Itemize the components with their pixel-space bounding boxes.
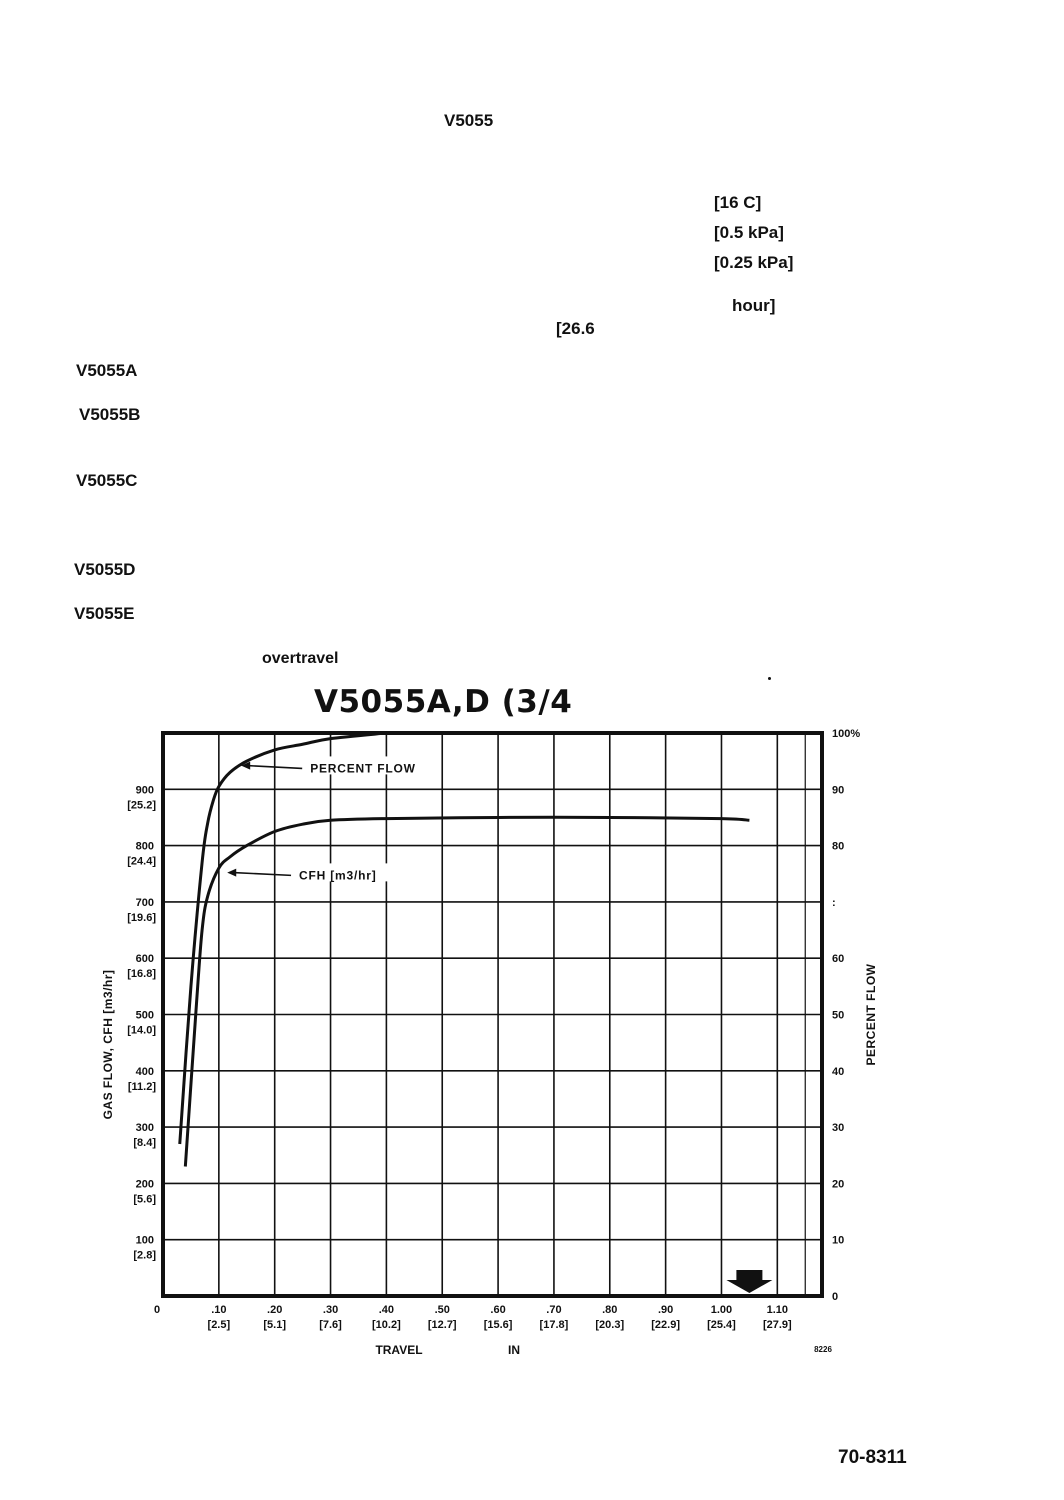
annotation-label: PERCENT FLOW xyxy=(310,761,416,776)
right-tick-label: 100% xyxy=(832,728,861,740)
y-tick-label: 400 xyxy=(135,1065,154,1078)
right-tick-label: 60 xyxy=(832,953,845,966)
x-tick-label: .90 xyxy=(657,1304,674,1316)
right-tick-label: : xyxy=(832,896,836,909)
model-d: V5055D xyxy=(74,560,136,579)
x-tick-label: .70 xyxy=(546,1304,562,1316)
x-tick-label: .30 xyxy=(322,1304,339,1316)
model-e: V5055E xyxy=(74,604,135,623)
y-tick-label: 800 xyxy=(135,840,154,853)
model-a: V5055A xyxy=(76,361,138,380)
y-tick-sublabel: [25.2] xyxy=(127,799,156,812)
x-tick-label: .80 xyxy=(602,1304,618,1316)
x-tick-sublabel: [17.8] xyxy=(539,1319,569,1331)
y-tick-label: 300 xyxy=(135,1122,154,1135)
right-tick-label: 80 xyxy=(832,840,845,853)
x-tick-sublabel: [2.5] xyxy=(207,1319,231,1331)
x-tick-sublabel: [10.2] xyxy=(372,1319,401,1331)
right-tick-label: 90 xyxy=(832,784,845,797)
y-tick-label: 100 xyxy=(135,1234,154,1247)
chart-title: V5055A,D (3/4 xyxy=(314,684,573,720)
x-tick-label: 1.00 xyxy=(710,1304,733,1316)
y-tick-sublabel: [24.4] xyxy=(127,855,156,868)
overtravel-label: overtravel xyxy=(262,650,339,667)
y-tick-sublabel: [11.2] xyxy=(127,1080,156,1093)
series-line-0 xyxy=(180,733,387,1144)
spec-hour: hour] xyxy=(732,296,776,315)
series-line-1 xyxy=(185,817,749,1166)
y-tick-label: 600 xyxy=(135,953,154,966)
x-tick-sublabel: [20.3] xyxy=(595,1319,625,1331)
model-b: V5055B xyxy=(79,405,141,424)
right-tick-label: 20 xyxy=(832,1178,845,1191)
right-tick-label: 40 xyxy=(832,1065,845,1078)
model-c: V5055C xyxy=(76,471,138,490)
y-tick-label: 200 xyxy=(135,1178,154,1191)
x-tick-sublabel: [27.9] xyxy=(762,1319,792,1331)
model-heading: V5055 xyxy=(444,111,494,130)
y-tick-sublabel: [8.4] xyxy=(133,1137,156,1150)
overtravel-marker xyxy=(726,1270,772,1293)
annotation-arrowhead xyxy=(227,869,236,877)
x-tick-label: .20 xyxy=(267,1304,283,1316)
right-tick-label: 0 xyxy=(832,1291,839,1303)
x-tick-sublabel: [12.7] xyxy=(427,1319,457,1331)
spec-flow: [26.6 xyxy=(556,319,595,338)
x-tick-sublabel: [7.6] xyxy=(319,1319,342,1331)
x-tick-label: .50 xyxy=(434,1304,450,1316)
annotation-label: CFH [m3/hr] xyxy=(299,868,377,883)
y-tick-sublabel: [16.8] xyxy=(127,968,156,981)
y-tick-label: 900 xyxy=(135,784,154,797)
x-tick-sublabel: [15.6] xyxy=(483,1319,513,1331)
figure-id: 8226 xyxy=(814,1345,832,1354)
right-tick-label: 10 xyxy=(832,1234,845,1247)
x-tick-label: .10 xyxy=(211,1304,227,1316)
y-tick-sublabel: [14.0] xyxy=(127,1024,156,1037)
right-tick-label: 50 xyxy=(832,1009,845,1022)
spec-pressure-2: [0.25 kPa] xyxy=(714,253,794,272)
y-axis-title-left: GAS FLOW, CFH [m3/hr] xyxy=(101,969,115,1120)
chart-series xyxy=(180,733,773,1293)
chart-labels xyxy=(101,728,878,1357)
x-tick-label: .60 xyxy=(490,1304,506,1316)
x-tick-label: 0 xyxy=(153,1304,161,1316)
spec-pressure-1: [0.5 kPa] xyxy=(714,223,784,242)
y-tick-sublabel: [5.6] xyxy=(133,1193,156,1206)
y-tick-label: 700 xyxy=(135,896,154,909)
document-number: 70-8311 xyxy=(838,1447,907,1468)
y-tick-label: 500 xyxy=(135,1009,154,1022)
x-tick-label: 1.10 xyxy=(766,1304,789,1316)
y-tick-sublabel: [2.8] xyxy=(133,1249,156,1262)
x-axis-title: TRAVEL xyxy=(375,1343,423,1357)
y-axis-title-right: PERCENT FLOW xyxy=(864,963,878,1066)
x-tick-sublabel: [5.1] xyxy=(263,1319,287,1331)
x-axis-unit: IN xyxy=(508,1343,520,1357)
annotation-arrow-line xyxy=(233,873,291,876)
right-tick-label: 30 xyxy=(832,1122,845,1135)
x-tick-sublabel: [25.4] xyxy=(707,1319,736,1331)
y-tick-sublabel: [19.6] xyxy=(127,911,156,924)
x-tick-sublabel: [22.9] xyxy=(651,1319,681,1331)
x-tick-label: .40 xyxy=(378,1304,395,1316)
spec-temperature: [16 C] xyxy=(714,193,762,212)
